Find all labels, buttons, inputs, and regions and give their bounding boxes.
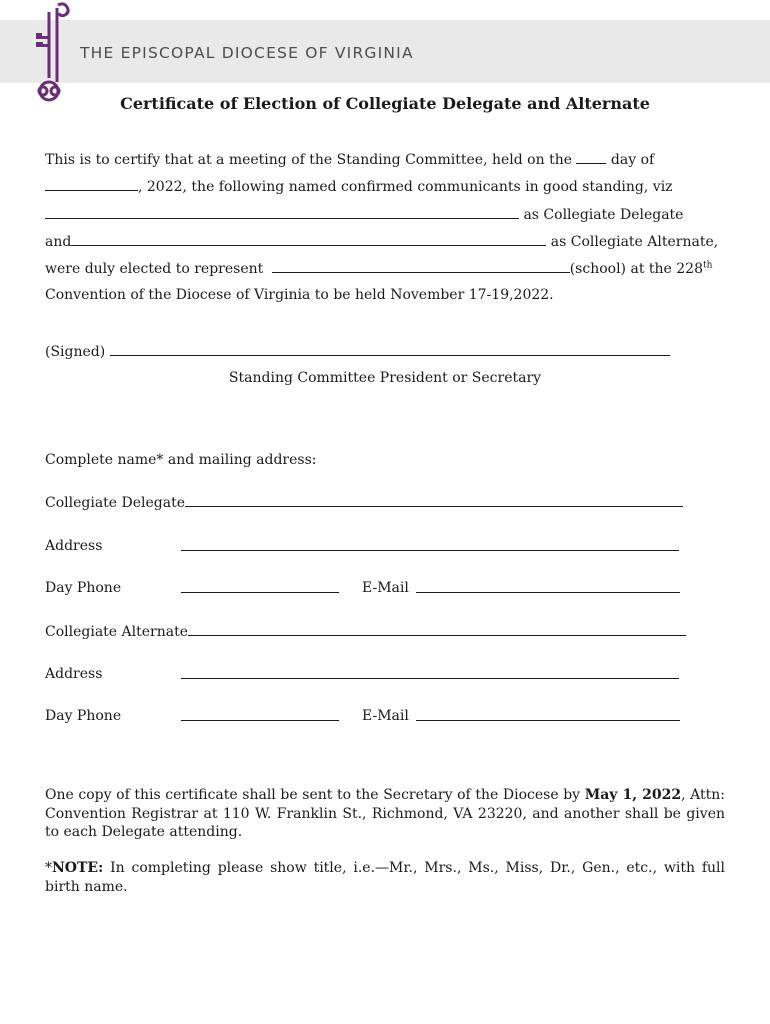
address-intro: Complete name* and mailing address: <box>45 452 317 468</box>
alternate-phone-field[interactable] <box>181 707 339 721</box>
alternate-email-label: E-Mail <box>362 708 409 724</box>
alternate-address-field[interactable] <box>181 665 679 679</box>
certify-text: (school) at the 228 <box>569 261 703 277</box>
alternate-row <box>45 622 686 641</box>
deadline-date: May 1, 2022 <box>584 787 682 803</box>
signature-caption: Standing Committee President or Secretary <box>228 370 542 386</box>
delegate-email-field[interactable] <box>416 579 680 593</box>
delegate-address-label: Address <box>45 538 103 554</box>
alternate-address-label: Address <box>45 666 103 682</box>
note-label: NOTE: <box>52 860 104 876</box>
delegate-phone-field[interactable] <box>181 579 339 593</box>
certify-line-4 <box>45 232 718 251</box>
certify-text: as Collegiate Alternate, <box>550 234 719 250</box>
alternate-name-blank[interactable] <box>71 232 546 246</box>
signature-blank[interactable] <box>110 342 670 356</box>
delegate-row <box>45 493 683 512</box>
delegate-phone-label: Day Phone <box>45 580 122 596</box>
certify-text: day of <box>610 152 655 168</box>
signature-line <box>45 342 670 361</box>
organization-name: THE EPISCOPAL DIOCESE OF VIRGINIA <box>80 44 414 62</box>
instructions-text: One copy of this certificate shall be sent to the Secretary of the Diocese by <box>45 787 581 803</box>
certify-line-6: Convention of the Diocese of Virginia to be held November 17-19,2022. <box>45 287 554 303</box>
delegate-label: Collegiate Delegate <box>45 495 186 511</box>
delegate-email-label: E-Mail <box>362 580 409 596</box>
certify-text: were duly elected to represent <box>45 261 264 277</box>
certify-line-3 <box>45 205 683 224</box>
alternate-label: Collegiate Alternate <box>45 624 188 640</box>
instructions-text: , Attn: Convention Registrar at 110 W. Franklin St., Richmond, VA 23220, and another shall be given to each Delegate attending. <box>45 787 726 840</box>
certify-text: This is to certify that at a meeting of the Standing Committee, held on the <box>45 152 573 168</box>
alternate-phone-label: Day Phone <box>45 708 122 724</box>
submission-instructions <box>45 786 725 842</box>
certify-line-1 <box>45 150 654 169</box>
certify-line-5 <box>45 259 712 278</box>
delegate-name-blank[interactable] <box>45 205 519 219</box>
delegate-address-field[interactable] <box>181 537 679 551</box>
alternate-field[interactable] <box>188 622 686 636</box>
certify-line-2 <box>45 177 673 196</box>
month-blank[interactable] <box>45 177 138 191</box>
day-blank[interactable] <box>576 150 606 164</box>
note-text: In completing please show title, i.e.—Mr., Mrs., Ms., Miss, Dr., Gen., etc., with full birth name. <box>45 860 725 895</box>
note-star: * <box>45 860 52 876</box>
delegate-field[interactable] <box>185 493 683 507</box>
note-paragraph <box>45 859 725 896</box>
school-blank[interactable] <box>272 259 570 273</box>
certify-text: and <box>45 234 72 250</box>
page-title: Certificate of Election of Collegiate Delegate and Alternate <box>120 94 650 113</box>
diocese-key-logo-icon <box>30 0 80 106</box>
alternate-email-field[interactable] <box>416 707 680 721</box>
signed-label: (Signed) <box>45 344 106 360</box>
certify-text: , 2022, the following named confirmed communicants in good standing, viz <box>138 179 673 195</box>
ordinal-suffix: th <box>703 260 713 271</box>
certify-text: as Collegiate Delegate <box>523 207 684 223</box>
